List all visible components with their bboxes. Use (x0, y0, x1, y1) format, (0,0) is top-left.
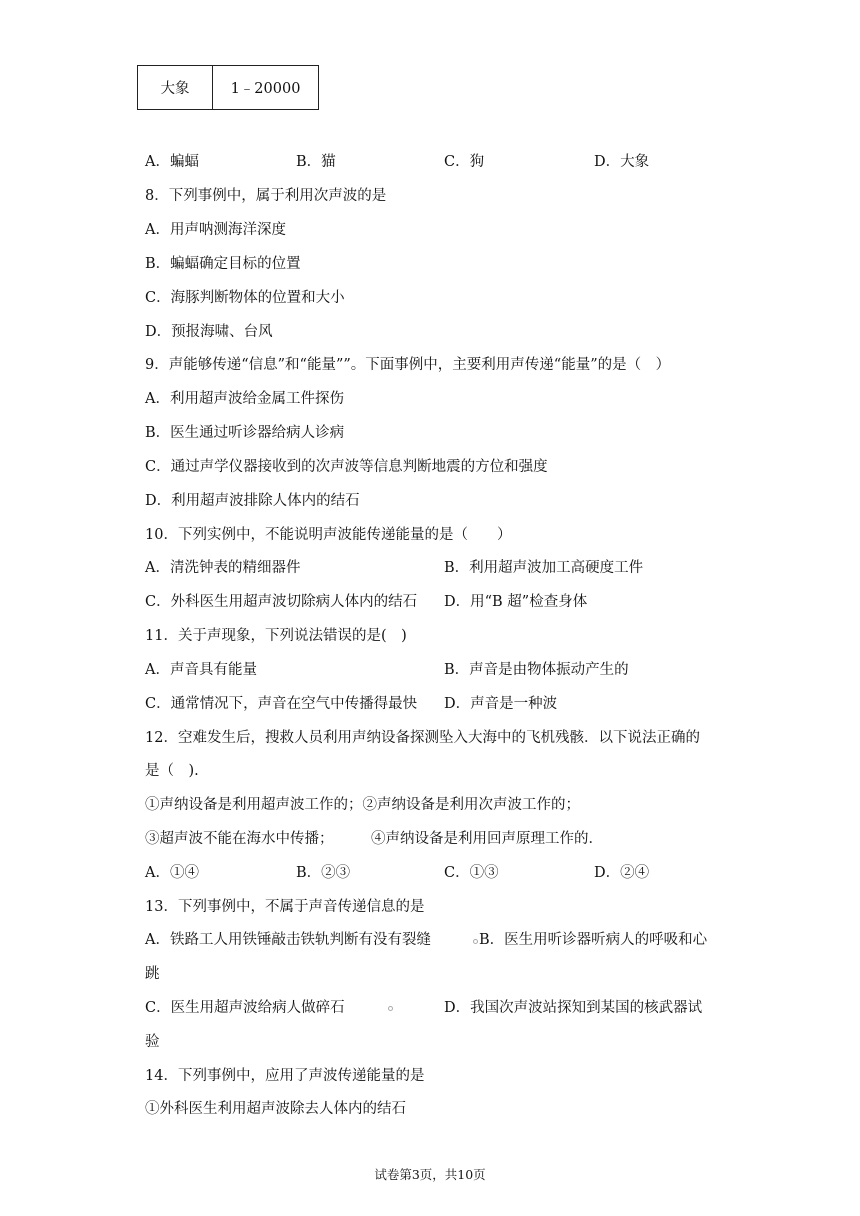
q13-stem: 13．下列事例中，不属于声音传递信息的是 (145, 899, 425, 915)
q7-option-b: B．猫 (296, 154, 336, 170)
q12-stem-line1: 12．空难发生后，搜救人员利用声纳设备探测坠入大海中的飞机残骸．以下说法正确的 (145, 730, 700, 746)
q12-statement-1-2: ①声纳设备是利用超声波工作的；②声纳设备是利用次声波工作的； (145, 797, 580, 813)
q7-option-d: D．大象 (594, 154, 650, 170)
q12-option-c: C．①③ (444, 865, 499, 881)
q7-option-c: C．狗 (444, 154, 485, 170)
q10-option-d: D．用“B 超”检查身体 (444, 594, 588, 610)
data-table-row (137, 65, 319, 110)
q10-option-b: B．利用超声波加工高硬度工件 (444, 560, 644, 576)
q8-option-b: B．蝙蝠确定目标的位置 (145, 256, 301, 272)
q12-statement-3: ③超声波不能在海水中传播； (145, 831, 334, 847)
q12-statement-4: ④声纳设备是利用回声原理工作的． (371, 831, 603, 847)
q10-option-a: A．清洗钟表的精细器件 (145, 560, 301, 576)
q13-option-d-line1: D．我国次声波站探知到某国的核武器试 (444, 1000, 703, 1016)
q12-option-d: D．②④ (594, 865, 650, 881)
q9-stem: 9．声能够传递“信息”和“能量””。下面事例中，主要利用声传递“能量”的是（ ） (145, 357, 671, 373)
q10-option-c: C．外科医生用超声波切除病人体内的结石 (145, 594, 418, 610)
q11-option-d: D．声音是一种波 (444, 696, 558, 712)
q8-option-a: A．用声呐测海洋深度 (145, 222, 286, 238)
table-cell-range: 1﹣20000 (230, 81, 301, 97)
q7-option-a: A．蝙蝠 (145, 154, 199, 170)
q10-stem: 10．下列实例中，不能说明声波能传递能量的是（ ） (145, 527, 512, 543)
q11-stem: 11．关于声现象，下列说法错误的是( ) (145, 628, 407, 644)
q12-stem-line2: 是（ ). (145, 763, 199, 779)
q11-option-c: C．通常情况下，声音在空气中传播得最快 (145, 696, 418, 712)
q8-option-c: C．海豚判断物体的位置和大小 (145, 290, 345, 306)
q9-option-b: B．医生通过听诊器给病人诊病 (145, 425, 345, 441)
q9-option-a: A．利用超声波给金属工件探伤 (145, 391, 344, 407)
q12-option-b: B．②③ (296, 865, 351, 881)
q14-statement-1: ①外科医生利用超声波除去人体内的结石 (145, 1101, 406, 1117)
q13-option-a: A．铁路工人用铁锤敲击铁轨判断有没有裂缝 (145, 932, 431, 948)
table-cell-animal: 大象 (138, 66, 213, 109)
q12-option-a: A．①④ (145, 865, 199, 881)
decorative-dot (473, 939, 478, 944)
q11-option-a: A．声音具有能量 (145, 662, 257, 678)
q8-stem: 8．下列事例中，属于利用次声波的是 (145, 188, 387, 204)
q14-stem: 14．下列事例中，应用了声波传递能量的是 (145, 1068, 425, 1084)
q11-option-b: B．声音是由物体振动产生的 (444, 662, 629, 678)
page-footer: 试卷第3页，共10页 (374, 1167, 486, 1182)
q9-option-d: D．利用超声波排除人体内的结石 (145, 493, 360, 509)
q13-option-b-line1: B．医生用听诊器听病人的呼吸和心 (479, 932, 708, 948)
q13-option-b-line2: 跳 (145, 966, 160, 982)
q9-option-c: C．通过声学仪器接收到的次声波等信息判断地震的方位和强度 (145, 459, 548, 475)
decorative-dot (388, 1006, 393, 1011)
q13-option-c: C．医生用超声波给病人做碎石 (145, 1000, 345, 1016)
q8-option-d: D．预报海啸、台风 (145, 324, 273, 340)
q13-option-d-line2: 验 (145, 1034, 160, 1050)
